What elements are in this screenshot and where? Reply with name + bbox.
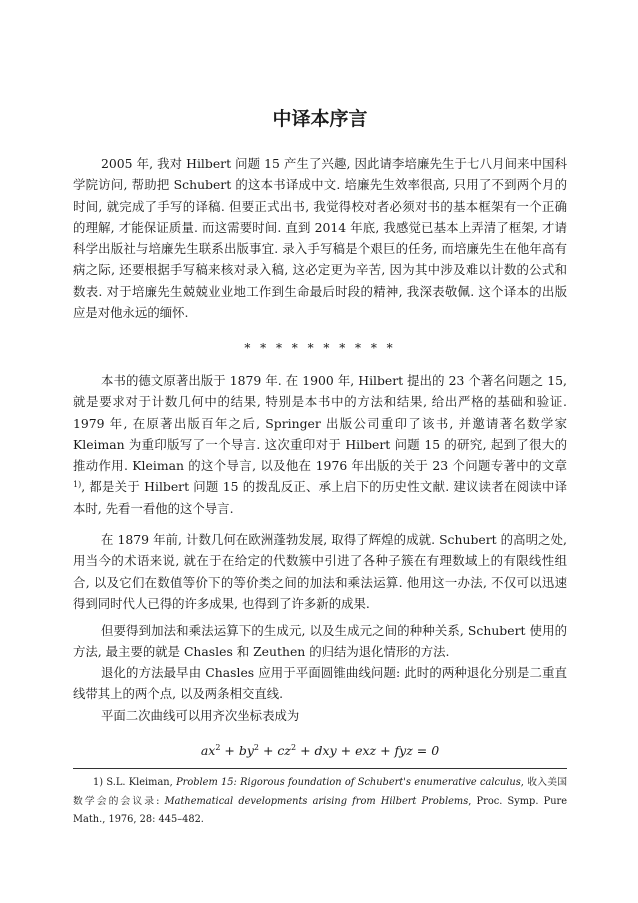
footnote-reference: 1) xyxy=(73,480,82,490)
footnote-mark: 1) xyxy=(93,777,104,788)
footnote: 1) S.L. Kleiman, Problem 15: Rigorous foundation of Schubert's enumerative calculus, 收入美国数学会的会议录: Mathematical developments arising from Hilbert Problems, Proc. Symp. Pure Math., 1976, 28: 445–482. xyxy=(73,777,567,825)
paragraph-5: 退化的方法最早由 Chasles 应用于平面圆锥曲线问题: 此时的两种退化分别是二重直线带其上的两个点, 以及两条相交直线. xyxy=(73,665,567,702)
conic-equation: $ax^2 + by^2 + cz^2$ + dxy + exz + fyz = 0 xyxy=(200,743,440,758)
section-separator: * * * * * * * * * * xyxy=(244,341,396,355)
page-title: 中译本序言 xyxy=(272,108,368,130)
paragraph-2-part-1: 本书的德文原著出版于 1879 年. 在 1900 年, Hilbert 提出的 23 个著名问题之 15, 就是要求对于计数几何中的结果, 特别是本书中的方法和结果, 给出严格的基础和验证. 1979 年, 在原著出版百年之后, Springer 出版公司重印了该书, 并邀请著名数学家 Kleiman 为重印版写了一个导言. 这次重印对于 Hilbert 问题 15 的研究, 起到了很大的推动作用. Kleiman 的这个导言, 以及他在 1976 年出版的关于 23 个问题专著中的文章 xyxy=(73,373,567,474)
paragraph-2 xyxy=(73,370,567,519)
footnote-book-title: Mathematical developments arising from Hilbert Problems xyxy=(164,795,469,807)
paragraph-6: 平面二次曲线可以用齐次坐标表成为 xyxy=(101,708,300,723)
footnote-rule xyxy=(73,768,567,769)
paragraph-1: 2005 年, 我对 Hilbert 问题 15 产生了兴趣, 因此请李培廉先生于七八月间来中国科学院访问, 帮助把 Schubert 的这本书译成中文. 培廉先生效率很高, 只用了不到两个月的时间, 就完成了手写的译稿. 但要正式出书, 我觉得校对者必须对书的基本框架有一个正确的理解, 才能保证质量. 而这需要时间. 直到 2014 年底, 我感觉已基本上弄清了框架, 才请科学出版社与培廉先生联系出版事宜. 录入手写稿是个艰巨的任务, 而培廉先生在他年高有病之际, 还要根据手写稿来核对录入稿, 这必定更为辛苦, 因为其中涉及难以计数的公式和数表. 对于培廉先生兢兢业业地工作到生命最后时段的精神, 我深表敬佩. 这个译本的出版应是对他永远的缅怀. xyxy=(73,156,567,321)
paragraph-2-part-2: , 都是关于 Hilbert 问题 15 的拨乱反正、承上启下的历史性文献. 建议读者在阅读中译本时, 先看一看他的这个导言. xyxy=(73,479,567,516)
paragraph-4: 但要得到加法和乘法运算下的生成元, 以及生成元之间的种种关系, Schubert 使用的方法, 最主要的就是 Chasles 和 Zeuthen 的归结为退化情形的方法. xyxy=(73,623,567,660)
paragraph-3: 在 1879 年前, 计数几何在欧洲蓬勃发展, 取得了辉煌的成就. Schubert 的高明之处, 用当今的术语来说, 就在于在给定的代数簇中引进了各种子簇在有理数域上的有限线性组合, 以及它们在数值等价下的等价类之间的加法和乘法运算. 他用这一办法, 不仅可以迅速得到同时代人已得的许多成果, 也得到了许多新的成果. xyxy=(73,532,567,611)
footnote-article-title: Problem 15: Rigorous foundation of Schubert's enumerative calculus xyxy=(176,777,521,788)
